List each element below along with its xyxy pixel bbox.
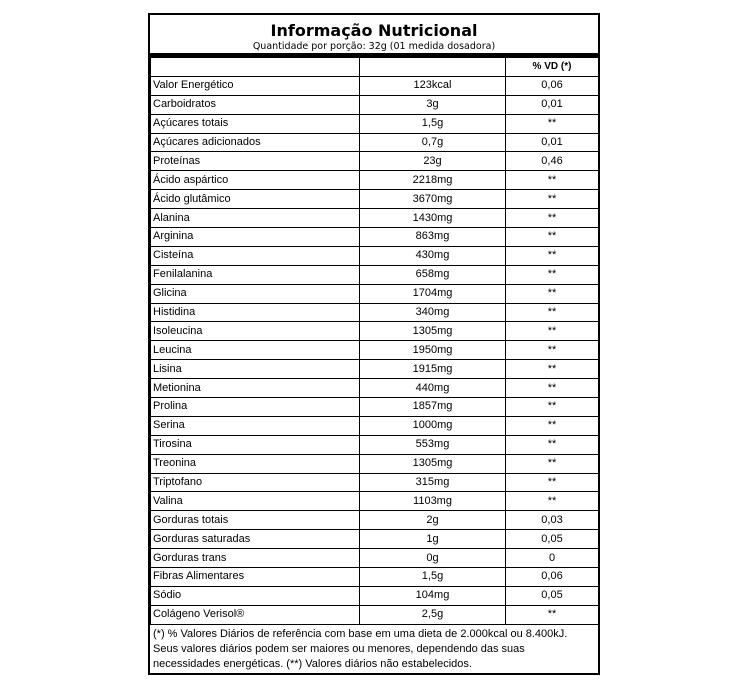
- nutrient-name: Colágeno Verisol®: [151, 605, 360, 624]
- nutrient-amount: 1000mg: [360, 416, 506, 435]
- table-row: [151, 492, 599, 511]
- nutrient-name: Valor Energético: [151, 76, 360, 95]
- table-row: [151, 416, 599, 435]
- nutrient-daily-value: **: [506, 454, 599, 473]
- table-row: [151, 190, 599, 209]
- table-row: [151, 473, 599, 492]
- table-header-row: [151, 58, 599, 77]
- nutrient-daily-value: **: [506, 605, 599, 624]
- nutrient-name: Gorduras trans: [151, 549, 360, 568]
- nutrient-daily-value: **: [506, 416, 599, 435]
- nutrient-name: Açúcares totais: [151, 114, 360, 133]
- nutrient-amount: 3670mg: [360, 190, 506, 209]
- table-row: [151, 435, 599, 454]
- header-dv: % VD (*): [506, 58, 599, 77]
- nutrient-daily-value: **: [506, 379, 599, 398]
- nutrient-amount: 1,5g: [360, 114, 506, 133]
- table-row: [151, 568, 599, 587]
- nutrient-daily-value: 0,01: [506, 95, 599, 114]
- nutrient-amount: 2g: [360, 511, 506, 530]
- nutrient-name: Cisteína: [151, 246, 360, 265]
- nutrient-name: Triptofano: [151, 473, 360, 492]
- nutrient-amount: 104mg: [360, 586, 506, 605]
- nutrient-amount: 1305mg: [360, 322, 506, 341]
- table-row: [151, 341, 599, 360]
- nutrient-name: Açúcares adicionados: [151, 133, 360, 152]
- nutrient-daily-value: 0,01: [506, 133, 599, 152]
- panel-header: [150, 15, 598, 57]
- nutrient-amount: 1704mg: [360, 284, 506, 303]
- nutrient-amount: 1430mg: [360, 209, 506, 228]
- table-row: [151, 133, 599, 152]
- table-row: [151, 152, 599, 171]
- nutrient-name: Fibras Alimentares: [151, 568, 360, 587]
- nutrient-name: Lisina: [151, 360, 360, 379]
- nutrient-amount: 430mg: [360, 246, 506, 265]
- table-row: [151, 530, 599, 549]
- table-row: [151, 76, 599, 95]
- nutrient-name: Fenilalanina: [151, 265, 360, 284]
- nutrient-name: Sódio: [151, 586, 360, 605]
- nutrient-name: Alanina: [151, 209, 360, 228]
- nutrient-daily-value: 0,06: [506, 568, 599, 587]
- nutrient-amount: 1g: [360, 530, 506, 549]
- nutrient-daily-value: 0: [506, 549, 599, 568]
- table-row: [151, 284, 599, 303]
- nutrient-daily-value: **: [506, 473, 599, 492]
- nutrient-name: Treonina: [151, 454, 360, 473]
- nutrient-amount: 1950mg: [360, 341, 506, 360]
- nutrient-daily-value: **: [506, 303, 599, 322]
- nutrient-amount: 553mg: [360, 435, 506, 454]
- nutrient-name: Isoleucina: [151, 322, 360, 341]
- nutrient-name: Glicina: [151, 284, 360, 303]
- nutrient-amount: 1103mg: [360, 492, 506, 511]
- nutrient-amount: 3g: [360, 95, 506, 114]
- table-row: [151, 549, 599, 568]
- nutrient-daily-value: **: [506, 284, 599, 303]
- nutrient-daily-value: **: [506, 360, 599, 379]
- header-name: [151, 58, 360, 77]
- nutrient-daily-value: **: [506, 341, 599, 360]
- nutrient-daily-value: **: [506, 246, 599, 265]
- table-row: [151, 398, 599, 417]
- nutrient-daily-value: 0,46: [506, 152, 599, 171]
- table-row: [151, 171, 599, 190]
- nutrient-daily-value: **: [506, 171, 599, 190]
- nutrient-name: Gorduras saturadas: [151, 530, 360, 549]
- table-row: [151, 228, 599, 247]
- table-row: [151, 95, 599, 114]
- nutrient-amount: 1857mg: [360, 398, 506, 417]
- nutrient-amount: 1915mg: [360, 360, 506, 379]
- table-row: [151, 303, 599, 322]
- table-row: [151, 360, 599, 379]
- table-row: [151, 265, 599, 284]
- table-row: [151, 511, 599, 530]
- nutrient-name: Carboidratos: [151, 95, 360, 114]
- header-amount: [360, 58, 506, 77]
- table-row: [151, 114, 599, 133]
- nutrient-name: Arginina: [151, 228, 360, 247]
- nutrient-name: Metionina: [151, 379, 360, 398]
- nutrient-amount: 2218mg: [360, 171, 506, 190]
- nutrient-daily-value: 0,05: [506, 586, 599, 605]
- table-row: [151, 586, 599, 605]
- nutrition-table: [150, 57, 599, 625]
- nutrient-amount: 340mg: [360, 303, 506, 322]
- nutrient-name: Ácido aspártico: [151, 171, 360, 190]
- nutrient-amount: 1305mg: [360, 454, 506, 473]
- nutrient-daily-value: 0,03: [506, 511, 599, 530]
- nutrient-daily-value: **: [506, 114, 599, 133]
- nutrient-name: Proteínas: [151, 152, 360, 171]
- nutrient-name: Serina: [151, 416, 360, 435]
- table-row: [151, 605, 599, 624]
- nutrient-amount: 0g: [360, 549, 506, 568]
- nutrient-daily-value: **: [506, 228, 599, 247]
- nutrient-name: Leucina: [151, 341, 360, 360]
- nutrient-name: Histidina: [151, 303, 360, 322]
- nutrient-name: Ácido glutâmico: [151, 190, 360, 209]
- nutrient-amount: 315mg: [360, 473, 506, 492]
- table-row: [151, 322, 599, 341]
- nutrient-amount: 0,7g: [360, 133, 506, 152]
- nutrient-daily-value: **: [506, 492, 599, 511]
- nutrient-daily-value: 0,06: [506, 76, 599, 95]
- nutrient-daily-value: **: [506, 190, 599, 209]
- nutrient-name: Valina: [151, 492, 360, 511]
- panel-title: Informação Nutricional: [270, 21, 478, 40]
- nutrient-amount: 1,5g: [360, 568, 506, 587]
- nutrient-amount: 23g: [360, 152, 506, 171]
- nutrient-daily-value: **: [506, 209, 599, 228]
- nutrient-daily-value: 0,05: [506, 530, 599, 549]
- table-row: [151, 209, 599, 228]
- table-row: [151, 379, 599, 398]
- nutrient-daily-value: **: [506, 398, 599, 417]
- nutrient-amount: 863mg: [360, 228, 506, 247]
- table-row: [151, 246, 599, 265]
- nutrient-daily-value: **: [506, 265, 599, 284]
- nutrient-amount: 658mg: [360, 265, 506, 284]
- nutrient-name: Gorduras totais: [151, 511, 360, 530]
- nutrient-amount: 440mg: [360, 379, 506, 398]
- nutrient-name: Tirosina: [151, 435, 360, 454]
- table-row: [151, 454, 599, 473]
- nutrient-name: Prolina: [151, 398, 360, 417]
- nutrient-amount: 2,5g: [360, 605, 506, 624]
- serving-size: Quantidade por porção: 32g (01 medida dosadora): [252, 41, 496, 52]
- nutrient-daily-value: **: [506, 322, 599, 341]
- footnote: (*) % Valores Diários de referência com base em uma dieta de 2.000kcal ou 8.400kJ. Seus valores diários podem ser maiores ou menores, dependendo das suas necessidades energéticas. (**) Valores diários não estabelecidos.: [153, 627, 568, 670]
- nutrient-daily-value: **: [506, 435, 599, 454]
- nutrition-facts-panel: [148, 13, 600, 675]
- nutrient-amount: 123kcal: [360, 76, 506, 95]
